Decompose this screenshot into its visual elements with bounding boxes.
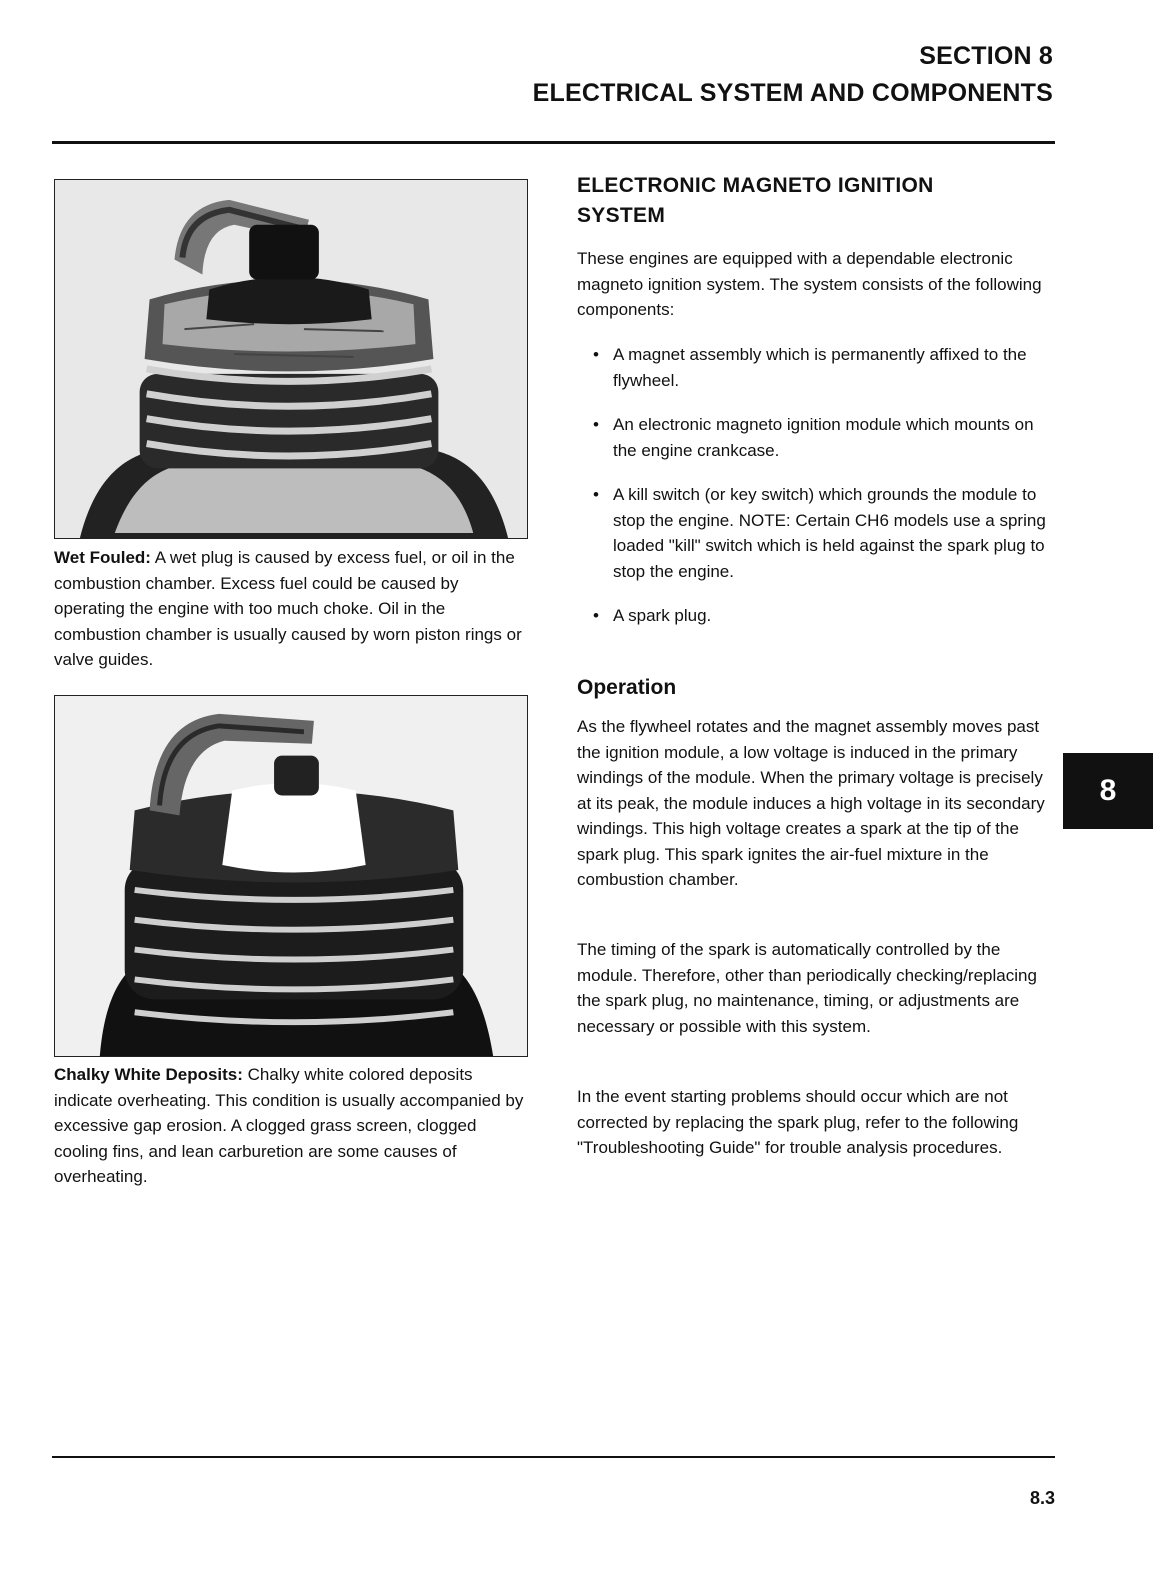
wet-fouled-label: Wet Fouled:	[54, 548, 151, 567]
component-list	[593, 342, 1053, 648]
bullet-icon: •	[593, 606, 599, 625]
chalky-white-label: Chalky White Deposits:	[54, 1065, 243, 1084]
bullet-icon: •	[593, 485, 599, 504]
list-item	[593, 482, 1053, 584]
component-text: A magnet assembly which is permanently affixed to the flywheel.	[613, 345, 1027, 390]
operation-paragraph-1: As the flywheel rotates and the magnet assembly moves past the ignition module, a low voltage is induced in the primary windings of the module. When the primary voltage is precisely at its peak, the module induces a high voltage in its secondary windings. This high voltage creates a spark at the tip of the spark plug. This spark ignites the air-fuel mixture in the combustion chamber.	[577, 717, 1045, 889]
component-text: An electronic magneto ignition module which mounts on the engine crankcase.	[613, 415, 1034, 460]
wet-fouled-caption	[54, 545, 534, 673]
wet-fouled-plug-photo	[54, 179, 528, 539]
operation-paragraph-3: In the event starting problems should occur which are not corrected by replacing the spark plug, refer to the following "Troubleshooting Guide" for trouble analysis procedures.	[577, 1087, 1019, 1157]
wet-fouled-text: A wet plug is caused by excess fuel, or oil in the combustion chamber. Excess fuel could be caused by operating the engine with too much choke. Oil in the combustion chamber is usually caused by worn piston rings or valve guides.	[54, 548, 522, 669]
section-tab: 8	[1063, 753, 1153, 829]
chalky-white-caption	[54, 1062, 534, 1190]
component-text: A spark plug.	[613, 606, 712, 625]
list-item	[593, 603, 1053, 629]
chalky-white-plug-photo	[54, 695, 528, 1057]
header-divider	[52, 141, 1055, 144]
ignition-intro: These engines are equipped with a dependable electronic magneto ignition system. The system consists of the following components:	[577, 249, 1042, 319]
page-number: 8.3	[1029, 1488, 1055, 1508]
section-title: ELECTRICAL SYSTEM AND COMPONENTS	[532, 79, 1053, 107]
bullet-icon: •	[593, 345, 599, 364]
footer-divider	[52, 1456, 1055, 1458]
operation-paragraph-2: The timing of the spark is automatically controlled by the module. Therefore, other than periodically checking/replacing the spark plug, no maintenance, timing, or adjustments are necessary or possible with this system.	[577, 940, 1037, 1036]
chalky-white-text: Chalky white colored deposits indicate overheating. This condition is usually accompanied by excessive gap erosion. A clogged grass screen, clogged cooling fins, and lean carburetion are some causes of overheating.	[54, 1065, 524, 1186]
section-number: SECTION 8	[919, 42, 1053, 70]
ignition-heading: ELECTRONIC MAGNETO IGNITION SYSTEM	[577, 174, 934, 227]
list-item	[593, 412, 1053, 463]
list-item	[593, 342, 1053, 393]
component-text: A kill switch (or key switch) which grounds the module to stop the engine. NOTE: Certain CH6 models use a spring loaded "kill" switch which is held against the spark plug to stop the engine.	[613, 485, 1046, 581]
bullet-icon: •	[593, 415, 599, 434]
operation-heading: Operation	[577, 676, 677, 699]
